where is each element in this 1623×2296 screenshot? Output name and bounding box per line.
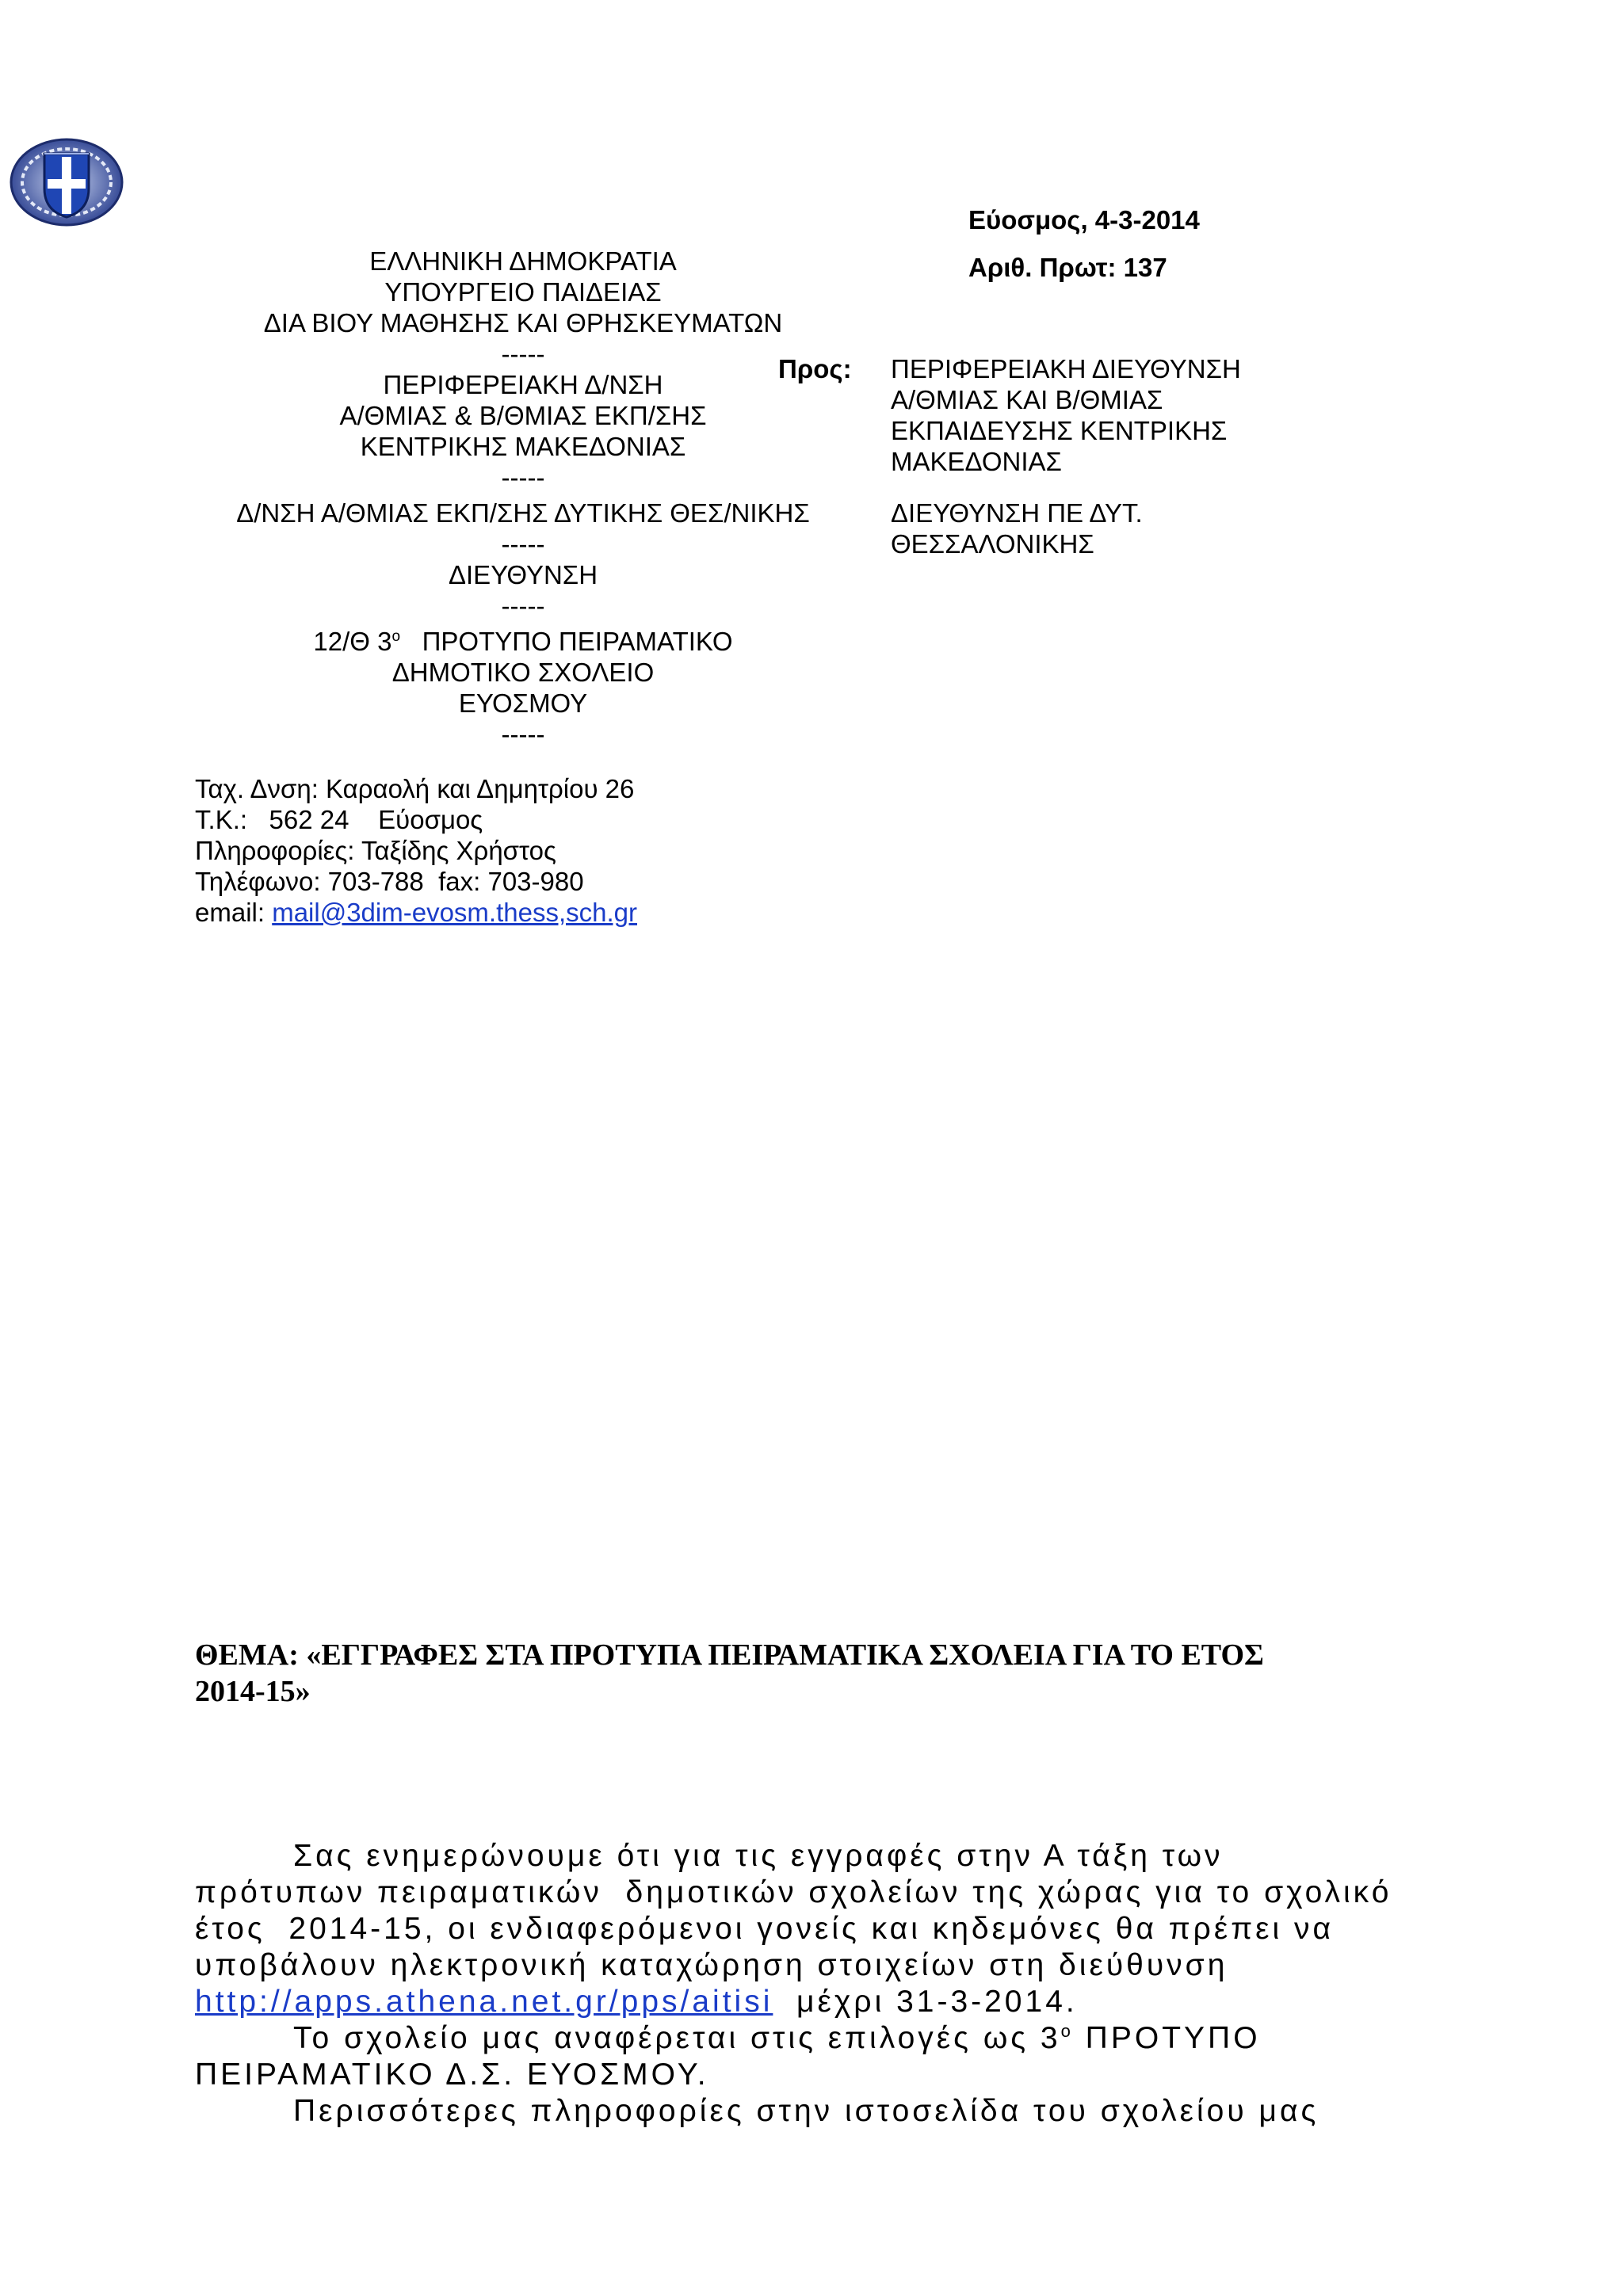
subject-line-1: ΘΕΜΑ: «ΕΓΓΡΑΦΕΣ ΣΤΑ ΠΡΟΤΥΠΑ ΠΕΙΡΑΜΑΤΙΚΑ ΣΧΟΛΕΙΑ ΓΙΑ ΤΟ ΕΤΟΣ [195, 1638, 1264, 1672]
recipient-1-line-3: ΕΚΠΑΙΔΕΥΣΗΣ ΚΕΝΤΡΙΚΗΣ [891, 416, 1228, 445]
body-line: έτος 2014-15, οι ενδιαφερόμενοι γονείς και κηδεμόνες θα πρέπει να [195, 1912, 1335, 1946]
primary-directorate: Δ/ΝΣΗ Α/ΘΜΙΑΣ ΕΚΠ/ΣΗΣ ΔΥΤΙΚΗΣ ΘΕΣ/ΝΙΚΗΣ [236, 498, 810, 528]
regional-directorate-1: ΠΕΡΙΦΕΡΕΙΑΚΗ Δ/ΝΣΗ [383, 370, 663, 399]
school-reference-rest: ΠΡΟΤΥΠΟ [1073, 2021, 1261, 2055]
republic-name: ΕΛΛΗΝΙΚΗ ΔΗΜΟΚΡΑΤΙΑ [369, 246, 677, 276]
postal-address: Ταχ. Δνση: Καραολή και Δημητρίου 26 [195, 774, 635, 803]
recipients-block [891, 353, 1241, 559]
body-line: υποβάλουν ηλεκτρονική καταχώρηση στοιχείων στη διεύθυνση [195, 1948, 1228, 1982]
ministry-name: ΥΠΟΥΡΓΕΙΟ ΠΑΙΔΕΙΑΣ [384, 277, 662, 307]
recipient-2-line-2: ΘΕΣΣΑΛΟΝΙΚΗΣ [891, 529, 1094, 559]
date-protocol-block [968, 196, 1200, 292]
sender-block [182, 246, 864, 749]
school-name-2: ΔΗΜΟΤΙΚΟ ΣΧΟΛΕΙΟ [391, 658, 655, 687]
deadline-text: μέχρι 31-3-2014. [773, 1985, 1078, 2019]
ordinal-sup: ο [1060, 2021, 1074, 2041]
email-line [195, 897, 637, 928]
school-prefix: 12/Θ 3 [313, 627, 392, 656]
document-date: Εύοσμος, 4-3-2014 [968, 205, 1200, 235]
ministry-name-2: ΔΙΑ ΒΙΟΥ ΜΑΘΗΣΗΣ ΚΑΙ ΘΡΗΣΚΕΥΜΑΤΩΝ [263, 308, 783, 338]
regional-directorate-3: ΚΕΝΤΡΙΚΗΣ ΜΑΚΕΔΟΝΙΑΣ [360, 432, 686, 461]
school-reference: Το σχολείο μας αναφέρεται στις επιλογές ως 3 [293, 2021, 1061, 2055]
management-label: ΔΙΕΥΘΥΝΣΗ [448, 560, 598, 589]
separator: ----- [501, 591, 545, 620]
separator: ----- [501, 463, 545, 492]
recipient-1-line-4: ΜΑΚΕΔΟΝΙΑΣ [891, 447, 1062, 476]
phone-fax: Τηλέφωνο: 703-788 fax: 703-980 [195, 867, 584, 896]
school-rest: ΠΡΟΤΥΠΟ ΠΕΙΡΑΜΑΤΙΚΟ [400, 627, 733, 656]
separator: ----- [501, 719, 545, 749]
protocol-number: Αριθ. Πρωτ: 137 [968, 253, 1167, 282]
email-link[interactable]: mail@3dim-evosm.thess,sch.gr [272, 898, 637, 927]
greek-coat-of-arms-icon [6, 133, 127, 228]
body-line: πρότυπων πειραματικών δημοτικών σχολείων της χώρας για το σχολικό [195, 1875, 1392, 1909]
subject-heading [195, 1637, 1495, 1710]
recipient-1-line-2: Α/ΘΜΙΑΣ ΚΑΙ Β/ΘΜΙΑΣ [891, 385, 1163, 414]
body-line [195, 1984, 1542, 2020]
email-label: email: [195, 898, 273, 927]
recipients-label: Προς: [778, 354, 852, 383]
separator: ----- [501, 529, 545, 559]
body-text [195, 1838, 1542, 2130]
recipient-2-line-1: ΔΙΕΥΘΥΝΣΗ ΠΕ ΔΥΤ. [891, 498, 1143, 528]
contact-block [195, 773, 637, 928]
body-line: Περισσότερες πληροφορίες στην ιστοσελίδα του σχολείου μας [293, 2094, 1319, 2128]
registration-link[interactable]: http://apps.athena.net.gr/pps/aitisi [195, 1985, 773, 2019]
school-name-1 [182, 626, 864, 657]
school-name-3: ΕΥΟΣΜΟΥ [458, 688, 588, 718]
school-ordinal-sup: ο [391, 628, 401, 645]
recipient-1-line-1: ΠΕΡΙΦΕΡΕΙΑΚΗ ΔΙΕΥΘΥΝΣΗ [891, 354, 1241, 383]
body-line: ΠΕΙΡΑΜΑΤΙΚΟ Δ.Σ. ΕΥΟΣΜΟΥ. [195, 2058, 709, 2092]
postcode: Τ.Κ.: 562 24 Εύοσμος [195, 805, 483, 834]
info-person: Πληροφορίες: Ταξίδης Χρήστος [195, 836, 556, 865]
subject-line-2: 2014-15» [195, 1675, 311, 1708]
separator: ----- [501, 339, 545, 368]
regional-directorate-2: Α/ΘΜΙΑΣ & Β/ΘΜΙΑΣ ΕΚΠ/ΣΗΣ [339, 401, 707, 430]
body-line [195, 2020, 1542, 2057]
body-line: Σας ενημερώνουμε ότι για τις εγγραφές στην Α τάξη των [293, 1839, 1224, 1873]
